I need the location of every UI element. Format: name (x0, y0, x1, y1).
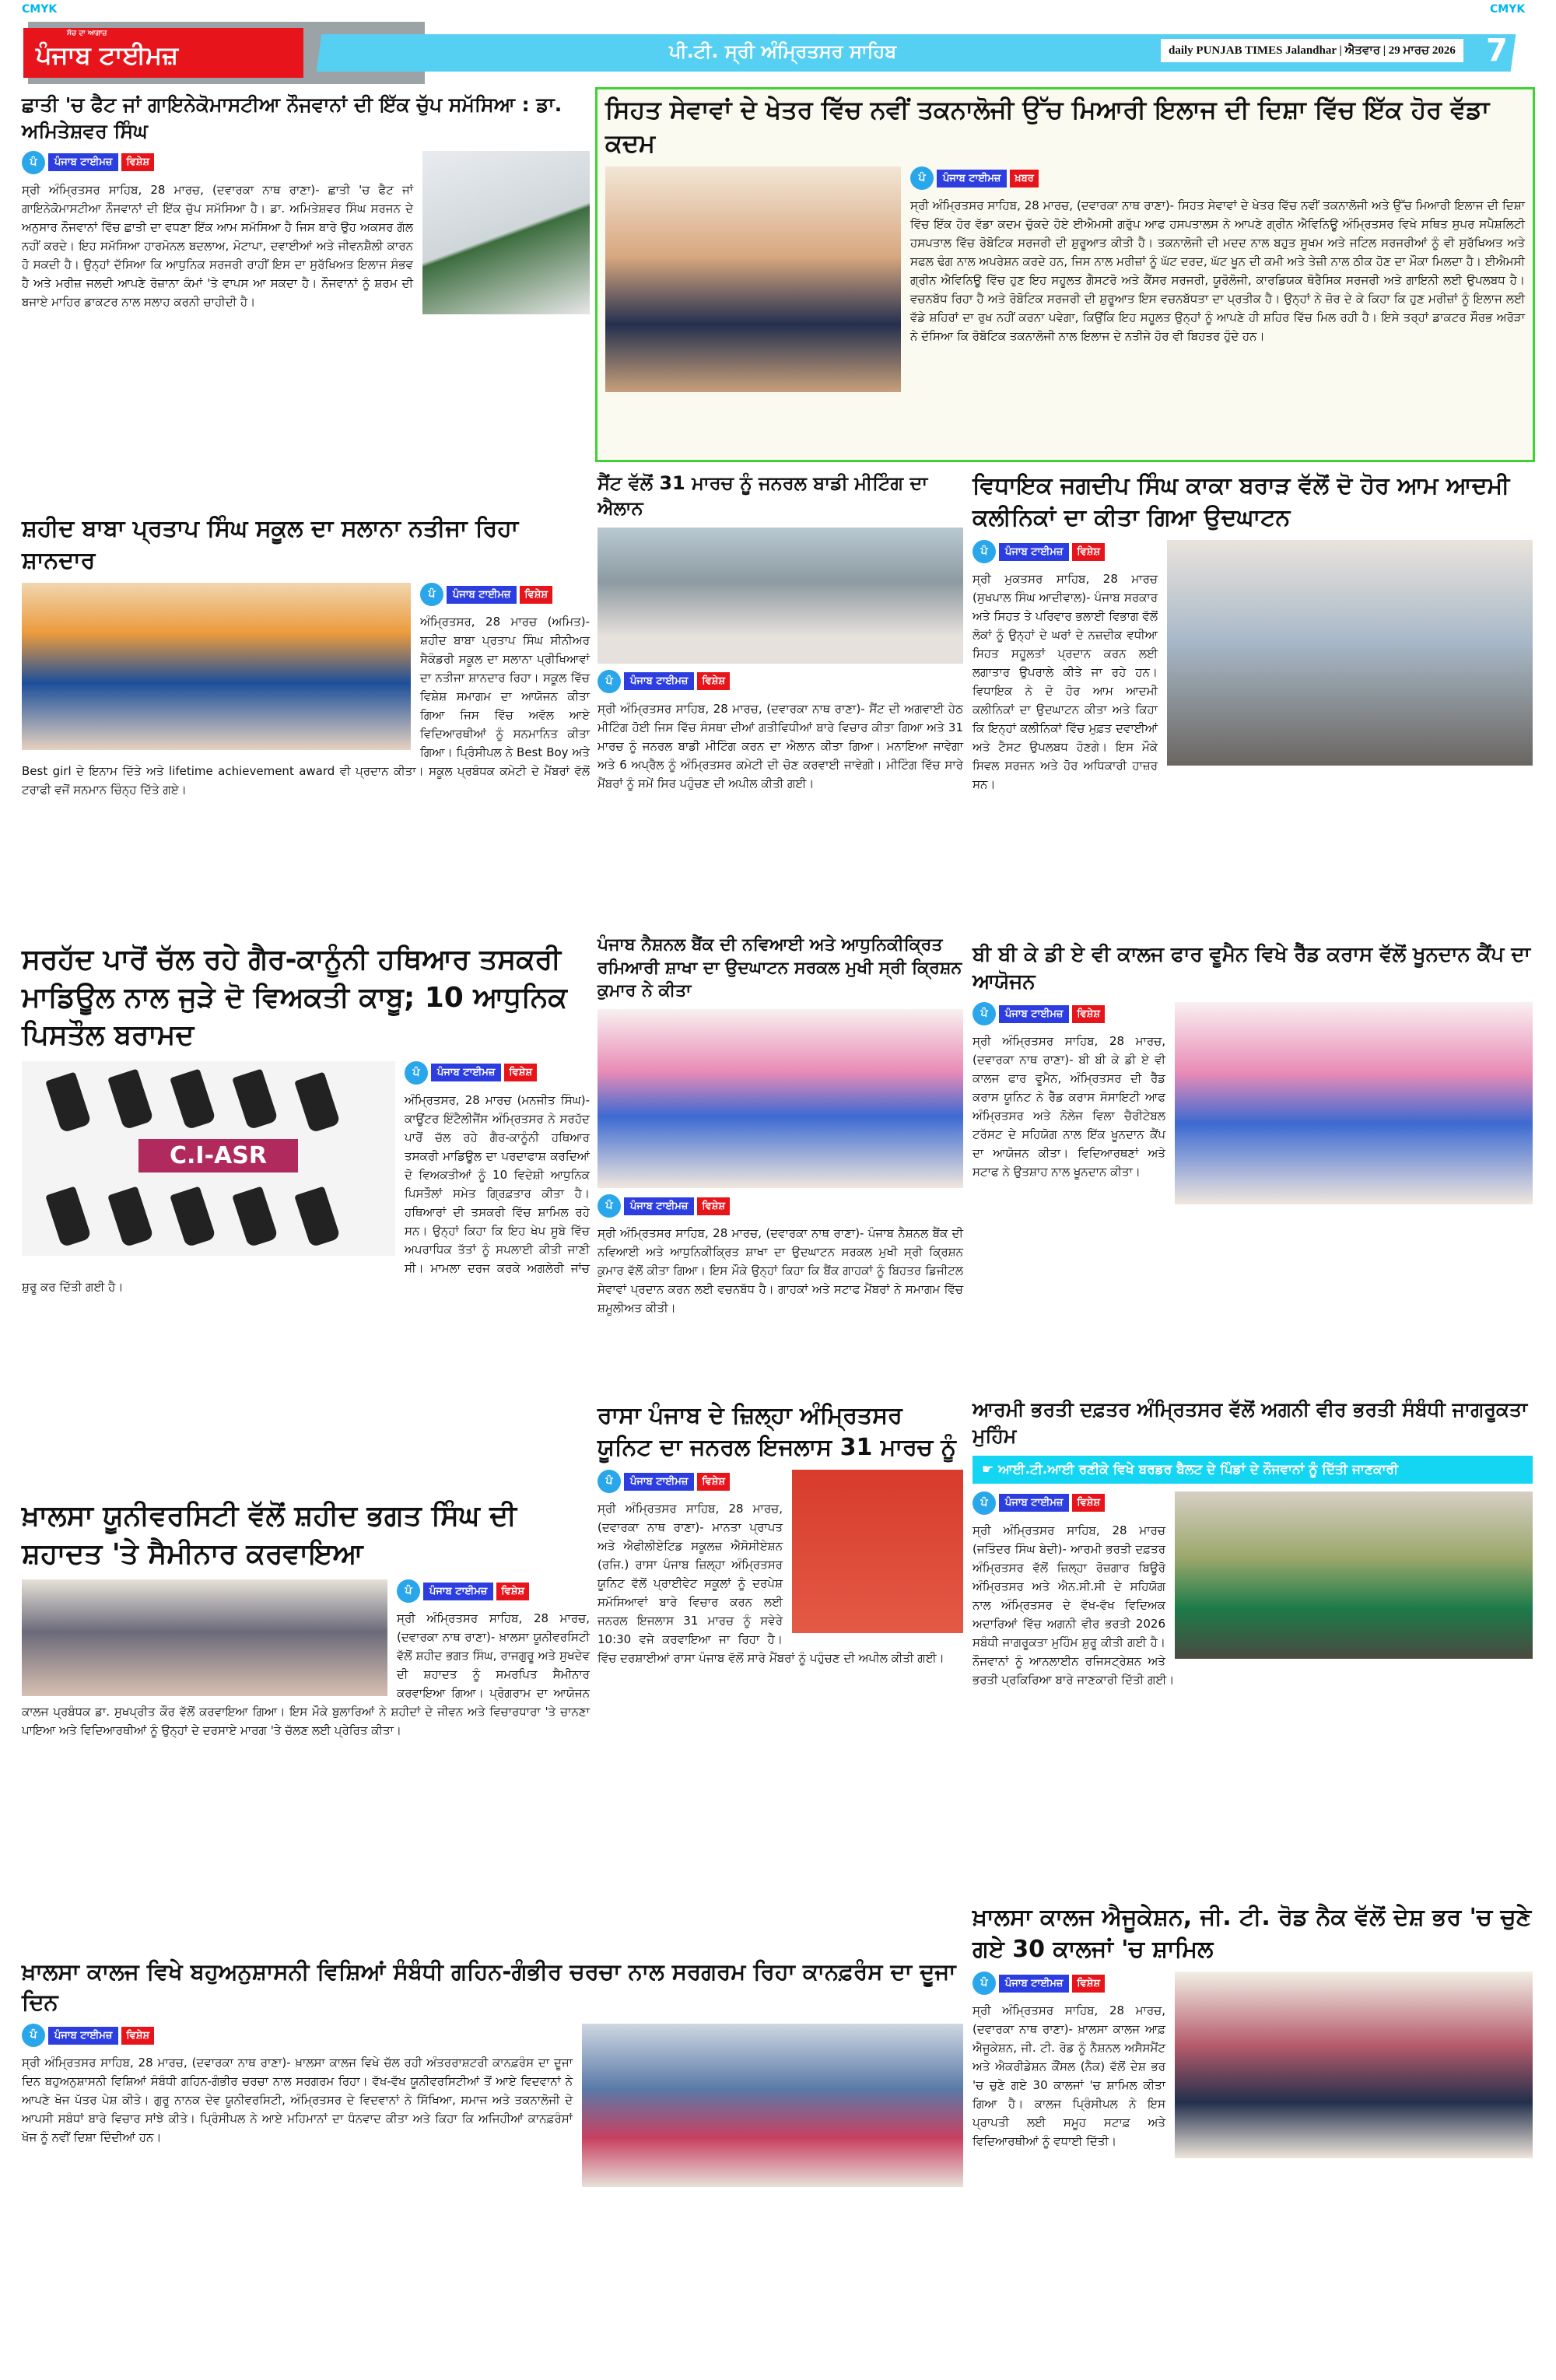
brand-icon: ਪੰ (598, 670, 621, 693)
photo-clinic-inauguration (1167, 540, 1533, 766)
tag-name: ਪੰਜਾਬ ਟਾਈਮਜ਼ (937, 170, 1007, 188)
headline: ਬੀ ਬੀ ਕੇ ਡੀ ਏ ਵੀ ਕਾਲਜ ਫਾਰ ਵੂਮੈਨ ਵਿਖੇ ਰੈੱਡ ਕਰਾਸ ਵੱਲੋਂ ਖੂਨਦਾਨ ਕੈਂਪ ਦਾ ਆਯੋਜਨ (972, 943, 1531, 994)
article-body: ਸ੍ਰੀ ਅੰਮ੍ਰਿਤਸਰ ਸਾਹਿਬ, 28 ਮਾਰਚ, (ਦਵਾਰਕਾ ਨਾਥ ਰਾਣਾ)- ਸੈਂਟ ਦੀ ਅਗਵਾਈ ਹੇਠ ਮੀਟਿੰਗ ਹੋਈ ਜਿਸ ਵਿੱਚ ਸੰਸਥਾ ਦੀਆਂ ਗਤੀਵਿਧੀਆਂ ਬਾਰੇ ਵਿਚਾਰ ਕੀਤਾ ਗਿਆ ਅਤੇ 31 ਮਾਰਚ ਨੂੰ ਜਨਰਲ ਬਾਡੀ ਮੀਟਿੰਗ ਕਰਨ ਦਾ ਐਲਾਨ ਕੀਤਾ ਗਿਆ। ਮਨਾਇਆ ਜਾਵੇਗਾ ਅਤੇ 6 ਅਪ੍ਰੈਲ ਨੂੰ ਅੰਮ੍ਰਿਤਸਰ ਕਮੇਟੀ ਦੀ ਚੋਣ ਕਰਵਾਈ ਜਾਵੇਗੀ। ਮੀਟਿੰਗ ਵਿੱਚ ਸਾਰੇ ਮੈਂਬਰਾਂ ਨੂੰ ਸਮੇਂ ਸਿਰ ਪਹੁੰਚਣ ਦੀ ਅਪੀਲ ਕੀਤੀ ਗਈ। (598, 701, 963, 790)
brand-icon: ਪੰ (910, 166, 934, 190)
photo-conference (582, 2024, 963, 2187)
article-body: ਸ੍ਰੀ ਅੰਮ੍ਰਿਤਸਰ ਸਾਹਿਬ, 28 ਮਾਰਚ, (ਦਵਾਰਕਾ ਨਾਥ ਰਾਣਾ)- ਮਾਨਤਾ ਪ੍ਰਾਪਤ ਅਤੇ ਐਫੀਲੀਏਟਿਡ ਸਕੂਲਜ਼ ਐਸੋਸੀਏਸ਼ਨ (ਰਜਿ.) ਰਾਸਾ ਪੰਜਾਬ ਜ਼ਿਲ੍ਹਾ ਅੰਮ੍ਰਿਤਸਰ ਯੂਨਿਟ ਵੱਲੋਂ ਪ੍ਰਾਈਵੇਟ ਸਕੂਲਾਂ ਨੂੰ ਦਰਪੇਸ਼ ਸਮੱਸਿਆਵਾਂ ਬਾਰੇ ਵਿਚਾਰ ਕਰਨ ਲਈ ਜਨਰਲ ਇਜਲਾਸ 31 ਮਾਰਚ ਨੂੰ ਸਵੇਰੇ 10:30 ਵਜੇ ਕਰਵਾਇਆ ਜਾ ਰਿਹਾ ਹੈ। ਵਿੱਚ ਦਰਸ਼ਾਈਆਂ ਰਾਸਾ ਪੰਜਾਬ ਵੱਲੋਂ ਸਾਰੇ ਮੈਂਬਰਾਂ ਨੂੰ ਪਹੁੰਚਣ ਦੀ ਅਪੀਲ ਕੀਤੀ ਗਈ। (598, 1502, 944, 1665)
subheadline-text: ਆਈ.ਟੀ.ਆਈ ਰਣੀਕੇ ਵਿਖੇ ਬਰਡਰ ਬੈਲਟ ਦੇ ਪਿੰਡਾਂ ਦੇ ਨੌਜਵਾਨਾਂ ਨੂੰ ਦਿੱਤੀ ਜਾਣਕਾਰੀ (998, 1461, 1399, 1477)
print-registration-mark: CMYK (1490, 3, 1526, 16)
source-tag (598, 1470, 783, 1493)
tag-name: ਪੰਜਾਬ ਟਾਈਮਜ਼ (624, 1473, 694, 1491)
headline: ਆਰਮੀ ਭਰਤੀ ਦਫ਼ਤਰ ਅੰਮ੍ਰਿਤਸਰ ਵੱਲੋਂ ਅਗਨੀ ਵੀਰ ਭਰਤੀ ਸੰਬੰਧੀ ਜਾਗਰੂਕਤਾ ਮੁਹਿੰਮ (972, 1398, 1528, 1447)
headline: ਪੰਜਾਬ ਨੈਸ਼ਨਲ ਬੈਂਕ ਦੀ ਨਵਿਆਈ ਅਤੇ ਆਧੁਨਿਕੀਕ੍ਰਿਤ ਰਮਿਆਰੀ ਸ਼ਾਖਾ ਦਾ ਉਦਘਾਟਨ ਸਰਕਲ ਮੁਖੀ ਸ੍ਰੀ ਕ੍ਰਿਸ਼ਨ ਕੁਮਾਰ ਨੇ ਕੀਤਾ (598, 935, 962, 1001)
brand-icon: ਪੰ (22, 151, 45, 174)
source-tag (22, 2024, 573, 2047)
tag-label: ਵਿਸ਼ੇਸ਼ (121, 153, 154, 171)
brand-icon: ਪੰ (972, 540, 996, 563)
logo-tagline: ਸੱਚ ਦਾ ਆਗਾਜ਼ (67, 30, 107, 37)
brand-icon: ਪੰ (420, 583, 443, 606)
article-school-result (22, 514, 590, 799)
pistol-icon (294, 1186, 341, 1247)
source-tag (420, 583, 590, 606)
brand-icon: ਪੰ (397, 1579, 420, 1603)
page-number: 7 (1486, 33, 1508, 68)
pistol-icon (232, 1186, 279, 1247)
headline: ਸਿਹਤ ਸੇਵਾਵਾਂ ਦੇ ਖੇਤਰ ਵਿੱਚ ਨਵੀਂ ਤਕਨਾਲੋਜੀ ਉੱਚ ਮਿਆਰੀ ਇਲਾਜ ਦੀ ਦਿਸ਼ਾ ਵਿੱਚ ਇੱਕ ਹੋਰ ਵੱਡਾ ਕਦਮ (605, 95, 1490, 159)
tag-label: ਵਿਸ਼ੇਸ਼ (697, 1197, 730, 1215)
headline: ਛਾਤੀ 'ਚ ਫੈਟ ਜਾਂ ਗਾਇਨੇਕੋਮਾਸਟੀਆ ਨੌਜਵਾਨਾਂ ਦੀ ਇੱਕ ਚੁੱਪ ਸਮੱਸਿਆ : ਡਾ. ਅਮਿਤੇਸ਼ਵਰ ਸਿੰਘ (22, 93, 562, 142)
brand-icon: ਪੰ (972, 1491, 996, 1515)
source-tag (397, 1579, 590, 1603)
headline: ਸਰਹੱਦ ਪਾਰੋਂ ਚੱਲ ਰਹੇ ਗੈਰ-ਕਾਨੂੰਨੀ ਹਥਿਆਰ ਤਸਕਰੀ ਮਾਡਿਊਲ ਨਾਲ ਜੁੜੇ ਦੋ ਵਿਅਕਤੀ ਕਾਬੂ; 10 ਆਧੁਨਿਕ ਪਿਸਤੌਲ ਬਰਾਮਦ (22, 944, 567, 1052)
brand-icon: ਪੰ (972, 1002, 996, 1025)
article-body: ਸ੍ਰੀ ਅੰਮ੍ਰਿਤਸਰ ਸਾਹਿਬ, 28 ਮਾਰਚ, (ਦਵਾਰਕਾ ਨਾਥ ਰਾਣਾ)- ਛਾਤੀ 'ਚ ਫੈਟ ਜਾਂ ਗਾਇਨੇਕੋਮਾਸਟੀਆ ਨੌਜਵਾਨਾਂ ਦੀ ਇੱਕ ਚੁੱਪ ਸਮੱਸਿਆ ਹੈ। ਡਾ. ਅਮਿਤੇਸ਼ਵਰ ਸਿੰਘ ਸਰਜਨ ਦੇ ਅਨੁਸਾਰ ਨੌਜਵਾਨਾਂ ਵਿੱਚ ਛਾਤੀ ਦਾ ਵਧਣਾ ਇੱਕ ਆਮ ਸਮੱਸਿਆ ਹੈ ਜਿਸ ਬਾਰੇ ਉਹ ਅਕਸਰ ਗੱਲ ਨਹੀਂ ਕਰਦੇ। ਇਹ ਸਮੱਸਿਆ ਹਾਰਮੋਨਲ ਬਦਲਾਅ, ਮੋਟਾਪਾ, ਦਵਾਈਆਂ ਅਤੇ ਜੀਵਨਸ਼ੈਲੀ ਕਾਰਨ ਹੋ ਸਕਦੀ ਹੈ। ਉਨ੍ਹਾਂ ਦੱਸਿਆ ਕਿ ਆਧੁਨਿਕ ਸਰਜਰੀ ਰਾਹੀਂ ਇਸ ਦਾ ਸੁਰੱਖਿਅਤ ਇਲਾਜ ਸੰਭਵ ਹੈ ਅਤੇ ਮਰੀਜ਼ ਜਲਦੀ ਆਪਣੇ ਰੋਜ਼ਾਨਾ ਕੰਮਾਂ 'ਤੇ ਵਾਪਸ ਆ ਸਕਦਾ ਹੈ। ਨੌਜਵਾਨਾਂ ਨੂੰ ਸ਼ਰਮ ਦੀ ਬਜਾਏ ਮਾਹਿਰ ਡਾਕਟਰ ਨਾਲ ਸਲਾਹ ਕਰਨੀ ਚਾਹੀਦੀ ਹੈ। (22, 182, 413, 309)
photo-blood-donation (1175, 1002, 1533, 1204)
article-blood-donation (972, 941, 1533, 1211)
photo-label: C.I-ASR (138, 1139, 298, 1172)
article-body: ਸ੍ਰੀ ਅੰਮ੍ਰਿਤਸਰ ਸਾਹਿਬ, 28 ਮਾਰਚ (ਜਤਿੰਦਰ ਸਿੰਘ ਬੇਦੀ)- ਆਰਮੀ ਭਰਤੀ ਦਫ਼ਤਰ ਅੰਮ੍ਰਿਤਸਰ ਵੱਲੋਂ ਜ਼ਿਲ੍ਹਾ ਰੋਜ਼ਗਾਰ ਬਿਊਰੋ ਅੰਮ੍ਰਿਤਸਰ ਅਤੇ ਐਨ.ਸੀ.ਸੀ ਦੇ ਸਹਿਯੋਗ ਨਾਲ ਅੰਮ੍ਰਿਤਸਰ ਦੇ ਵੱਖ-ਵੱਖ ਵਿਦਿਅਕ ਅਦਾਰਿਆਂ ਵਿੱਚ ਅਗਨੀ ਵੀਰ ਭਰਤੀ 2026 ਸਬੰਧੀ ਜਾਗਰੂਕਤਾ ਮੁਹਿੰਮ ਸ਼ੁਰੂ ਕੀਤੀ ਗਈ ਹੈ। ਨੌਜਵਾਨਾਂ ਨੂੰ ਆਨਲਾਈਨ ਰਜਿਸਟ੍ਰੇਸ਼ਨ ਅਤੇ ਭਰਤੀ ਪ੍ਰਕਿਰਿਆ ਬਾਰੇ ਜਾਣਕਾਰੀ ਦਿੱਤੀ ਗਈ। (972, 1523, 1175, 1687)
photo-seminar-group (22, 1579, 387, 1696)
photo-army-recruitment (1175, 1491, 1533, 1659)
tag-label: ਵਿਸ਼ੇਸ਼ (697, 672, 730, 690)
logo-text: ਪੰਜਾਬ ਟਾਈਮਜ਼ (36, 40, 179, 70)
tag-name: ਪੰਜਾਬ ਟਾਈਮਜ਼ (999, 1975, 1069, 1993)
tag-name: ਪੰਜਾਬ ਟਾਈਮਜ਼ (999, 1005, 1069, 1023)
tag-name: ਪੰਜਾਬ ਟਾਈਮਜ਼ (624, 672, 694, 690)
article-body: ਸ੍ਰੀ ਅੰਮ੍ਰਿਤਸਰ ਸਾਹਿਬ, 28 ਮਾਰਚ, (ਦਵਾਰਕਾ ਨਾਥ ਰਾਣਾ)- ਖ਼ਾਲਸਾ ਕਾਲਜ ਵਿਖੇ ਚੱਲ ਰਹੀ ਅੰਤਰਰਾਸ਼ਟਰੀ ਕਾਨਫ਼ਰੰਸ ਦਾ ਦੂਜਾ ਦਿਨ ਬਹੁਅਨੁਸ਼ਾਸਨੀ ਵਿਸ਼ਿਆਂ ਸੰਬੰਧੀ ਗਹਿਨ-ਗੰਭੀਰ ਚਰਚਾ ਨਾਲ ਸਰਗਰਮ ਰਿਹਾ। ਵੱਖ-ਵੱਖ ਯੂਨੀਵਰਸਿਟੀਆਂ ਤੋਂ ਆਏ ਵਿਦਵਾਨਾਂ ਨੇ ਆਪਣੇ ਖੋਜ ਪੱਤਰ ਪੇਸ਼ ਕੀਤੇ। ਗੁਰੂ ਨਾਨਕ ਦੇਵ ਯੂਨੀਵਰਸਿਟੀ, ਅੰਮ੍ਰਿਤਸਰ ਦੇ ਵਿਦਵਾਨਾਂ ਨੇ ਸਿੱਖਿਆ, ਸਮਾਜ ਅਤੇ ਤਕਨਾਲੋਜੀ ਦੇ ਆਪਸੀ ਸਬੰਧਾਂ ਬਾਰੇ ਵਿਚਾਰ ਸਾਂਝੇ ਕੀਤੇ। ਪ੍ਰਿੰਸੀਪਲ ਨੇ ਆਏ ਮਹਿਮਾਨਾਂ ਦਾ ਧੰਨਵਾਦ ਕੀਤਾ ਅਤੇ ਕਿਹਾ ਕਿ ਅਜਿਹੀਆਂ ਕਾਨਫ਼ਰੰਸਾਂ ਖੋਜ ਨੂੰ ਨਵੀਂ ਦਿਸ਼ਾ ਦਿੰਦੀਆਂ ਹਨ। (22, 2056, 573, 2145)
masthead (23, 22, 1533, 84)
tag-name: ਪੰਜਾਬ ਟਾਈਮਜ਼ (999, 1494, 1069, 1512)
article-agniveer-awareness (972, 1397, 1533, 1689)
tag-label: ਵਿਸ਼ੇਸ਼ (697, 1473, 730, 1491)
brand-icon: ਪੰ (598, 1194, 621, 1218)
pistol-icon (45, 1186, 92, 1247)
tag-label: ਵਿਸ਼ੇਸ਼ (496, 1583, 529, 1600)
article-robotic-surgery (605, 93, 1525, 398)
subheadline (972, 1456, 1533, 1484)
headline: ਰਾਸਾ ਪੰਜਾਬ ਦੇ ਜ਼ਿਲ੍ਹਾ ਅੰਮ੍ਰਿਤਸਰ ਯੂਨਿਟ ਦਾ ਜਨਰਲ ਇਜਲਾਸ 31 ਮਾਰਚ ਨੂੰ (598, 1402, 956, 1461)
article-body: ਸ੍ਰੀ ਮੁਕਤਸਰ ਸਾਹਿਬ, 28 ਮਾਰਚ (ਸੁਖਪਾਲ ਸਿੰਘ ਆਦੀਵਾਲ)- ਪੰਜਾਬ ਸਰਕਾਰ ਅਤੇ ਸਿਹਤ ਤੇ ਪਰਿਵਾਰ ਭਲਾਈ ਵਿਭਾਗ ਵੱਲੋਂ ਲੋਕਾਂ ਨੂੰ ਉਨ੍ਹਾਂ ਦੇ ਘਰਾਂ ਦੇ ਨਜ਼ਦੀਕ ਵਧੀਆ ਸਿਹਤ ਸਹੂਲਤਾਂ ਪ੍ਰਦਾਨ ਕਰਨ ਲਈ ਲਗਾਤਾਰ ਉਪਰਾਲੇ ਕੀਤੇ ਜਾ ਰਹੇ ਹਨ। ਵਿਧਾਇਕ ਨੇ ਦੋ ਹੋਰ ਆਮ ਆਦਮੀ ਕਲੀਨਿਕਾਂ ਦਾ ਉਦਘਾਟਨ ਕੀਤਾ ਅਤੇ ਕਿਹਾ ਕਿ ਇਨ੍ਹਾਂ ਕਲੀਨਿਕਾਂ ਵਿੱਚ ਮੁਫ਼ਤ ਦਵਾਈਆਂ ਅਤੇ ਟੈਸਟ ਉਪਲਬਧ ਹੋਣਗੇ। ਇਸ ਮੌਕੇ ਸਿਵਲ ਸਰਜਨ ਅਤੇ ਹੋਰ ਅਧਿਕਾਰੀ ਹਾਜ਼ਰ ਸਨ। (972, 572, 1158, 791)
tag-name: ਪੰਜਾਬ ਟਾਈਮਜ਼ (423, 1583, 493, 1600)
tag-label: ਵਿਸ਼ੇਸ਼ (520, 586, 552, 604)
article-body: ਅੰਮ੍ਰਿਤਸਰ, 28 ਮਾਰਚ (ਅਮਿਤ)- ਸ਼ਹੀਦ ਬਾਬਾ ਪ੍ਰਤਾਪ ਸਿੰਘ ਸੀਨੀਅਰ ਸੈਕੰਡਰੀ ਸਕੂਲ ਦਾ ਸਲਾਨਾ ਪ੍ਰੀਖਿਆਵਾਂ ਦਾ ਨਤੀਜਾ ਸ਼ਾਨਦਾਰ ਰਿਹਾ। ਸਕੂਲ ਵਿੱਚ ਵਿਸ਼ੇਸ਼ ਸਮਾਗਮ ਦਾ ਆਯੋਜਨ ਕੀਤਾ ਗਿਆ ਜਿਸ ਵਿੱਚ ਅਵੱਲ ਆਏ ਵਿਦਿਆਰਥੀਆਂ ਨੂੰ ਸਨਮਾਨਿਤ ਕੀਤਾ ਗਿਆ। ਪ੍ਰਿੰਸੀਪਲ ਨੇ Best Boy ਅਤੇ Best girl ਦੇ ਇਨਾਮ ਦਿੱਤੇ ਅਤੇ lifetime achievement award ਵੀ ਪ੍ਰਦਾਨ ਕੀਤਾ। ਸਕੂਲ ਪ੍ਰਬੰਧਕ ਕਮੇਟੀ ਦੇ ਮੈਂਬਰਾਂ ਵੱਲੋਂ ਟਰਾਫੀ ਵਜੋਂ ਸਨਮਾਨ ਚਿੰਨ੍ਹ ਦਿੱਤੇ ਗਏ। (22, 615, 590, 797)
photo-school-students (22, 583, 411, 750)
tag-name: ਪੰਜਾਬ ਟਾਈਮਜ਼ (48, 153, 118, 171)
source-tag (598, 670, 963, 693)
brand-icon: ਪੰ (598, 1470, 621, 1493)
article-pnb-branch (598, 934, 963, 1317)
article-aam-aadmi-clinics (972, 471, 1533, 794)
tag-label: ਖ਼ਬਰ (1010, 170, 1038, 188)
dateline: daily PUNJAB TIMES Jalandhar | ਐਤਵਾਰ | 29 ਮਾਰਚ 2026 (1161, 39, 1463, 62)
source-tag (405, 1061, 590, 1085)
photo-college-staff (1175, 1972, 1533, 2158)
pistol-icon (107, 1068, 154, 1130)
print-registration-mark: CMYK (22, 3, 58, 16)
article-khalsa-conference (22, 1957, 963, 2193)
article-body: ਸ੍ਰੀ ਅੰਮ੍ਰਿਤਸਰ ਸਾਹਿਬ, 28 ਮਾਰਚ, (ਦਵਾਰਕਾ ਨਾਥ ਰਾਣਾ)- ਬੀ ਬੀ ਕੇ ਡੀ ਏ ਵੀ ਕਾਲਜ ਫਾਰ ਵੂਮੈਨ, ਅੰਮ੍ਰਿਤਸਰ ਦੀ ਰੈੱਡ ਕਰਾਸ ਯੂਨਿਟ ਨੇ ਰੈੱਡ ਕਰਾਸ ਸੋਸਾਇਟੀ ਆਫ ਅੰਮ੍ਰਿਤਸਰ ਅਤੇ ਨੋਲੇਜ ਵਿਲਾ ਚੈਰੀਟੇਬਲ ਟਰੱਸਟ ਦੇ ਸਹਿਯੋਗ ਨਾਲ ਇੱਕ ਖੂਨਦਾਨ ਕੈਂਪ ਦਾ ਆਯੋਜਨ ਕੀਤਾ। ਵਿਦਿਆਰਥਣਾਂ ਅਤੇ ਸਟਾਫ ਨੇ ਉਤਸ਼ਾਹ ਨਾਲ ਖੂਨਦਾਨ ਕੀਤਾ। (972, 1034, 1165, 1179)
headline: ਖ਼ਾਲਸਾ ਕਾਲਜ ਐਜੂਕੇਸ਼ਨ, ਜੀ. ਟੀ. ਰੋਡ ਨੈਕ ਵੱਲੋਂ ਦੇਸ਼ ਭਰ 'ਚ ਚੁਣੇ ਗਏ 30 ਕਾਲਜਾਂ 'ਚ ਸ਼ਾਮਿਲ (972, 1904, 1532, 1963)
article-body: ਸ੍ਰੀ ਅੰਮ੍ਰਿਤਸਰ ਸਾਹਿਬ, 28 ਮਾਰਚ, (ਦਵਾਰਕਾ ਨਾਥ ਰਾਣਾ)- ਖ਼ਾਲਸਾ ਕਾਲਜ ਆਫ਼ ਐਜੂਕੇਸ਼ਨ, ਜੀ. ਟੀ. ਰੋਡ ਨੂੰ ਨੈਸ਼ਨਲ ਅਸੈਸਮੈਂਟ ਅਤੇ ਐਕਰੀਡੇਸ਼ਨ ਕੌਂਸਲ (ਨੈਕ) ਵੱਲੋਂ ਦੇਸ਼ ਭਰ 'ਚ ਚੁਣੇ ਗਏ 30 ਕਾਲਜਾਂ 'ਚ ਸ਼ਾਮਿਲ ਕੀਤਾ ਗਿਆ ਹੈ। ਕਾਲਜ ਪ੍ਰਿੰਸੀਪਲ ਨੇ ਇਸ ਪ੍ਰਾਪਤੀ ਲਈ ਸਮੂਹ ਸਟਾਫ਼ ਅਤੇ ਵਿਦਿਆਰਥੀਆਂ ਨੂੰ ਵਧਾਈ ਦਿੱਤੀ। (972, 2003, 1165, 2148)
tag-name: ਪੰਜਾਬ ਟਾਈਮਜ਼ (447, 586, 517, 604)
headline: ਵਿਧਾਇਕ ਜਗਦੀਪ ਸਿੰਘ ਕਾਕਾ ਬਰਾੜ ਵੱਲੋਂ ਦੋ ਹੋਰ ਆਮ ਆਦਮੀ ਕਲੀਨਿਕਾਂ ਦਾ ਕੀਤਾ ਗਿਆ ਉਦਘਾਟਨ (972, 472, 1510, 531)
headline: ਖ਼ਾਲਸਾ ਕਾਲਜ ਵਿਖੇ ਬਹੁਅਨੁਸ਼ਾਸਨੀ ਵਿਸ਼ਿਆਂ ਸੰਬੰਧੀ ਗਹਿਨ-ਗੰਭੀਰ ਚਰਚਾ ਨਾਲ ਸਰਗਰਮ ਰਿਹਾ ਕਾਨਫ਼ਰੰਸ ਦਾ ਦੂਜਾ ਦਿਨ (22, 1958, 956, 2016)
photo-portrait (792, 1470, 963, 1633)
photo-bank-inauguration (598, 1009, 963, 1188)
article-arms-smuggling (22, 941, 590, 1296)
source-tag (972, 1972, 1165, 1995)
newspaper-logo (23, 28, 303, 78)
tag-label: ਵਿਸ਼ੇਸ਼ (1072, 1975, 1105, 1993)
edition-title: ਪੀ.ਟੀ. ਸ੍ਰੀ ਅੰਮ੍ਰਿਤਸਰ ਸਾਹਿਬ (669, 40, 897, 62)
tag-name: ਪੰਜਾਬ ਟਾਈਮਜ਼ (999, 543, 1069, 561)
brand-icon: ਪੰ (22, 2024, 45, 2047)
tag-label: ਵਿਸ਼ੇਸ਼ (1072, 1005, 1105, 1023)
source-tag (598, 1194, 963, 1218)
pointer-icon: ☛ (982, 1461, 999, 1477)
pistol-icon (107, 1186, 154, 1247)
source-tag (910, 166, 1525, 190)
headline: ਖ਼ਾਲਸਾ ਯੂਨੀਵਰਸਿਟੀ ਵੱਲੋਂ ਸ਼ਹੀਦ ਭਗਤ ਸਿੰਘ ਦੀ ਸ਼ਹਾਦਤ 'ਤੇ ਸੈਮੀਨਾਰ ਕਰਵਾਇਆ (22, 1500, 517, 1570)
tag-name: ਪੰਜਾਬ ਟਾਈਮਜ਼ (48, 2027, 118, 2045)
tag-name: ਪੰਜਾਬ ਟਾਈਮਜ਼ (431, 1064, 501, 1081)
article-body: ਸ੍ਰੀ ਅੰਮ੍ਰਿਤਸਰ ਸਾਹਿਬ, 28 ਮਾਰਚ, (ਦਵਾਰਕਾ ਨਾਥ ਰਾਣਾ)- ਸਿਹਤ ਸੇਵਾਵਾਂ ਦੇ ਖੇਤਰ ਵਿੱਚ ਨਵੀਂ ਤਕਨਾਲੋਜੀ ਅਤੇ ਉੱਚ ਮਿਆਰੀ ਇਲਾਜ ਦੀ ਦਿਸ਼ਾ ਵਿੱਚ ਇੱਕ ਹੋਰ ਵੱਡਾ ਕਦਮ ਚੁੱਕਦੇ ਹੋਏ ਈਐਮਸੀ ਗਰੁੱਪ ਆਫ ਹਸਪਤਾਲਸ ਨੇ ਆਪਣੇ ਗ੍ਰੀਨ ਐਵਿਨਿਊ ਅੰਮ੍ਰਿਤਸਰ ਵਿਖੇ ਸਥਿਤ ਸੁਪਰ ਸਪੈਸ਼ਲਿਟੀ ਹਸਪਤਾਲ ਵਿੱਚ ਰੋਬੋਟਿਕ ਸਰਜਰੀ ਦੀ ਸ਼ੁਰੂਆਤ ਕੀਤੀ ਹੈ। ਤਕਨਾਲੋਜੀ ਦੀ ਮਦਦ ਨਾਲ ਬਹੁਤ ਸੂਖਮ ਅਤੇ ਜਟਿਲ ਸਰਜਰੀਆਂ ਨੂੰ ਵੀ ਸੁਰੱਖਿਅਤ ਅਤੇ ਸਫਲ ਢੰਗ ਨਾਲ ਅਪਰੇਸ਼ਨ ਕਰਦੇ ਹਨ, ਜਿਸ ਨਾਲ ਮਰੀਜ਼ਾਂ ਨੂੰ ਘੱਟ ਦਰਦ, ਘੱਟ ਖੂਨ ਦੀ ਕਮੀ ਅਤੇ ਤੇਜ਼ੀ ਨਾਲ ਠੀਕ ਹੋਣ ਦਾ ਮੌਕਾ ਮਿਲਦਾ ਹੈ। ਈਐਮਸੀ ਗ੍ਰੀਨ ਐਵਿਨਿਊ ਵਿੱਚ ਹੁਣ ਇਹ ਸਹੂਲਤ ਗੈਸਟਰੋ ਅਤੇ ਕੈਂਸਰ ਸਰਜਰੀ, ਯੂਰੋਲੋਜੀ, ਕਾਰਡਿਯਕ ਥੋਰੈਸਿਕ ਸਰਜਰੀ ਅਤੇ ਗਾਇਨੀ ਲਈ ਉਪਲਬਧ ਹੈ। ਵਚਨਬੱਧ ਰਿਹਾ ਹੈ ਅਤੇ ਰੋਬੋਟਿਕ ਸਰਜਰੀ ਦੀ ਸ਼ੁਰੂਆਤ ਇਸ ਵਚਨਬੱਧਤਾ ਦਾ ਪ੍ਰਤੀਕ ਹੈ। ਉਨ੍ਹਾਂ ਨੇ ਜ਼ੋਰ ਦੇ ਕੇ ਕਿਹਾ ਕਿ ਹੁਣ ਮਰੀਜ਼ਾਂ ਨੂੰ ਇਲਾਜ ਲਈ ਵੱਡੇ ਸ਼ਹਿਰਾਂ ਦਾ ਰੁਖ ਨਹੀਂ ਕਰਨਾ ਪਵੇਗਾ, ਕਿਉਂਕਿ ਇਹ ਸਹੂਲਤ ਉਨ੍ਹਾਂ ਨੂੰ ਆਪਣੇ ਹੀ ਸ਼ਹਿਰ ਵਿੱਚ ਮਿਲ ਰਹੀ ਹੈ। ਇਸੇ ਤਰ੍ਹਾਂ ਡਾਕਟਰ ਸੌਰਭ ਅਰੋੜਾ ਨੇ ਦੱਸਿਆ ਕਿ ਰੋਬੋਟਿਕ ਤਕਨਾਲੋਜੀ ਨਾਲ ਇਲਾਜ ਦੇ ਨਤੀਜੇ ਹੋਰ ਵੀ ਬਿਹਤਰ ਹੁੰਦੇ ਹਨ। (910, 198, 1525, 344)
article-gynecomastia (22, 92, 590, 321)
article-general-body-meeting (598, 471, 963, 793)
source-tag (972, 1491, 1165, 1515)
brand-icon: ਪੰ (972, 1972, 996, 1995)
pistol-icon (45, 1071, 92, 1133)
article-body: ਸ੍ਰੀ ਅੰਮ੍ਰਿਤਸਰ ਸਾਹਿਬ, 28 ਮਾਰਚ, (ਦਵਾਰਕਾ ਨਾਥ ਰਾਣਾ)- ਖ਼ਾਲਸਾ ਯੂਨੀਵਰਸਿਟੀ ਵੱਲੋਂ ਸ਼ਹੀਦ ਭਗਤ ਸਿੰਘ, ਰਾਜਗੁਰੂ ਅਤੇ ਸੁਖਦੇਵ ਦੀ ਸ਼ਹਾਦਤ ਨੂੰ ਸਮਰਪਿਤ ਸੈਮੀਨਾਰ ਕਰਵਾਇਆ ਗਿਆ। ਪ੍ਰੋਗਰਾਮ ਦਾ ਆਯੋਜਨ ਕਾਲਜ ਪ੍ਰਬੰਧਕ ਡਾ. ਸੁਖਪ੍ਰੀਤ ਕੌਰ ਵੱਲੋਂ ਕਰਵਾਇਆ ਗਿਆ। ਇਸ ਮੌਕੇ ਬੁਲਾਰਿਆਂ ਨੇ ਸ਼ਹੀਦਾਂ ਦੇ ਜੀਵਨ ਅਤੇ ਵਿਚਾਰਧਾਰਾ 'ਤੇ ਚਾਨਣਾ ਪਾਇਆ ਅਤੇ ਵਿਦਿਆਰਥੀਆਂ ਨੂੰ ਉਨ੍ਹਾਂ ਦੇ ਦਰਸਾਏ ਮਾਰਗ 'ਤੇ ਚੱਲਣ ਲਈ ਪ੍ਰੇਰਿਤ ਕੀਤਾ। (22, 1611, 590, 1738)
article-body: ਸ੍ਰੀ ਅੰਮ੍ਰਿਤਸਰ ਸਾਹਿਬ, 28 ਮਾਰਚ, (ਦਵਾਰਕਾ ਨਾਥ ਰਾਣਾ)- ਪੰਜਾਬ ਨੈਸ਼ਨਲ ਬੈਂਕ ਦੀ ਨਵਿਆਈ ਅਤੇ ਆਧੁਨਿਕੀਕ੍ਰਿਤ ਸ਼ਾਖਾ ਦਾ ਉਦਘਾਟਨ ਸਰਕਲ ਮੁਖੀ ਸ੍ਰੀ ਕ੍ਰਿਸ਼ਨ ਕੁਮਾਰ ਵੱਲੋਂ ਕੀਤਾ ਗਿਆ। ਇਸ ਮੌਕੇ ਉਨ੍ਹਾਂ ਕਿਹਾ ਕਿ ਬੈਂਕ ਗਾਹਕਾਂ ਨੂੰ ਬਿਹਤਰ ਡਿਜੀਟਲ ਸੇਵਾਵਾਂ ਪ੍ਰਦਾਨ ਕਰਨ ਲਈ ਵਚਨਬੱਧ ਹੈ। ਗਾਹਕਾਂ ਅਤੇ ਸਟਾਫ ਮੈਂਬਰਾਂ ਨੇ ਸਮਾਗਮ ਵਿੱਚ ਸ਼ਮੂਲੀਅਤ ਕੀਤੀ। (598, 1226, 963, 1316)
source-tag (972, 1002, 1165, 1025)
tag-label: ਵਿਸ਼ੇਸ਼ (1072, 543, 1105, 561)
article-rasa-punjab (598, 1400, 963, 1667)
photo-meeting (598, 528, 963, 664)
tag-label: ਵਿਸ਼ੇਸ਼ (504, 1064, 537, 1081)
headline: ਸ਼ਹੀਦ ਬਾਬਾ ਪ੍ਰਤਾਪ ਸਿੰਘ ਸਕੂਲ ਦਾ ਸਲਾਨਾ ਨਤੀਜਾ ਰਿਹਾ ਸ਼ਾਨਦਾਰ (22, 515, 519, 574)
photo-doctor (422, 151, 590, 314)
pistol-icon (232, 1068, 279, 1130)
brand-icon: ਪੰ (405, 1061, 428, 1085)
tag-label: ਵਿਸ਼ੇਸ਼ (1072, 1494, 1105, 1512)
tag-name: ਪੰਜਾਬ ਟਾਈਮਜ਼ (624, 1197, 694, 1215)
source-tag (972, 540, 1158, 563)
article-body: ਅੰਮ੍ਰਿਤਸਰ, 28 ਮਾਰਚ (ਮਨਜੀਤ ਸਿੰਘ)- ਕਾਊਂਟਰ ਇੰਟੈਲੀਜੈਂਸ ਅੰਮ੍ਰਿਤਸਰ ਨੇ ਸਰਹੱਦ ਪਾਰੋਂ ਚੱਲ ਰਹੇ ਗੈਰ-ਕਾਨੂੰਨੀ ਹਥਿਆਰ ਤਸਕਰੀ ਮਾਡਿਊਲ ਦਾ ਪਰਦਾਫਾਸ਼ ਕਰਦਿਆਂ ਦੋ ਵਿਅਕਤੀਆਂ ਨੂੰ 10 ਵਿਦੇਸ਼ੀ ਆਧੁਨਿਕ ਪਿਸਤੌਲਾਂ ਸਮੇਤ ਗ੍ਰਿਫ਼ਤਾਰ ਕੀਤਾ ਹੈ। ਹਥਿਆਰਾਂ ਦੀ ਤਸਕਰੀ ਵਿੱਚ ਸ਼ਾਮਿਲ ਰਹੇ ਸਨ। ਉਨ੍ਹਾਂ ਕਿਹਾ ਕਿ ਇਹ ਖੇਪ ਸੂਬੇ ਵਿੱਚ ਅਪਰਾਧਿਕ ਤੱਤਾਂ ਨੂੰ ਸਪਲਾਈ ਕੀਤੀ ਜਾਣੀ ਸੀ। ਮਾਮਲਾ ਦਰਜ ਕਰਕੇ ਅਗਲੇਰੀ ਜਾਂਚ ਸ਼ੁਰੂ ਕਰ ਦਿੱਤੀ ਗਈ ਹੈ। (22, 1092, 590, 1294)
headline: ਸੈਂਟ ਵੱਲੋਂ 31 ਮਾਰਚ ਨੂੰ ਜਨਰਲ ਬਾਡੀ ਮੀਟਿੰਗ ਦਾ ਐਲਾਨ (598, 472, 928, 520)
photo-press-conference (605, 166, 901, 392)
pistol-icon (170, 1186, 216, 1247)
pistol-icon (294, 1071, 341, 1133)
article-naac-selection (972, 1902, 1533, 2164)
photo-seized-pistols (22, 1061, 395, 1256)
pistol-icon (170, 1068, 216, 1130)
article-bhagat-singh-seminar (22, 1498, 590, 1740)
source-tag (22, 151, 413, 174)
tag-label: ਵਿਸ਼ੇਸ਼ (121, 2027, 154, 2045)
